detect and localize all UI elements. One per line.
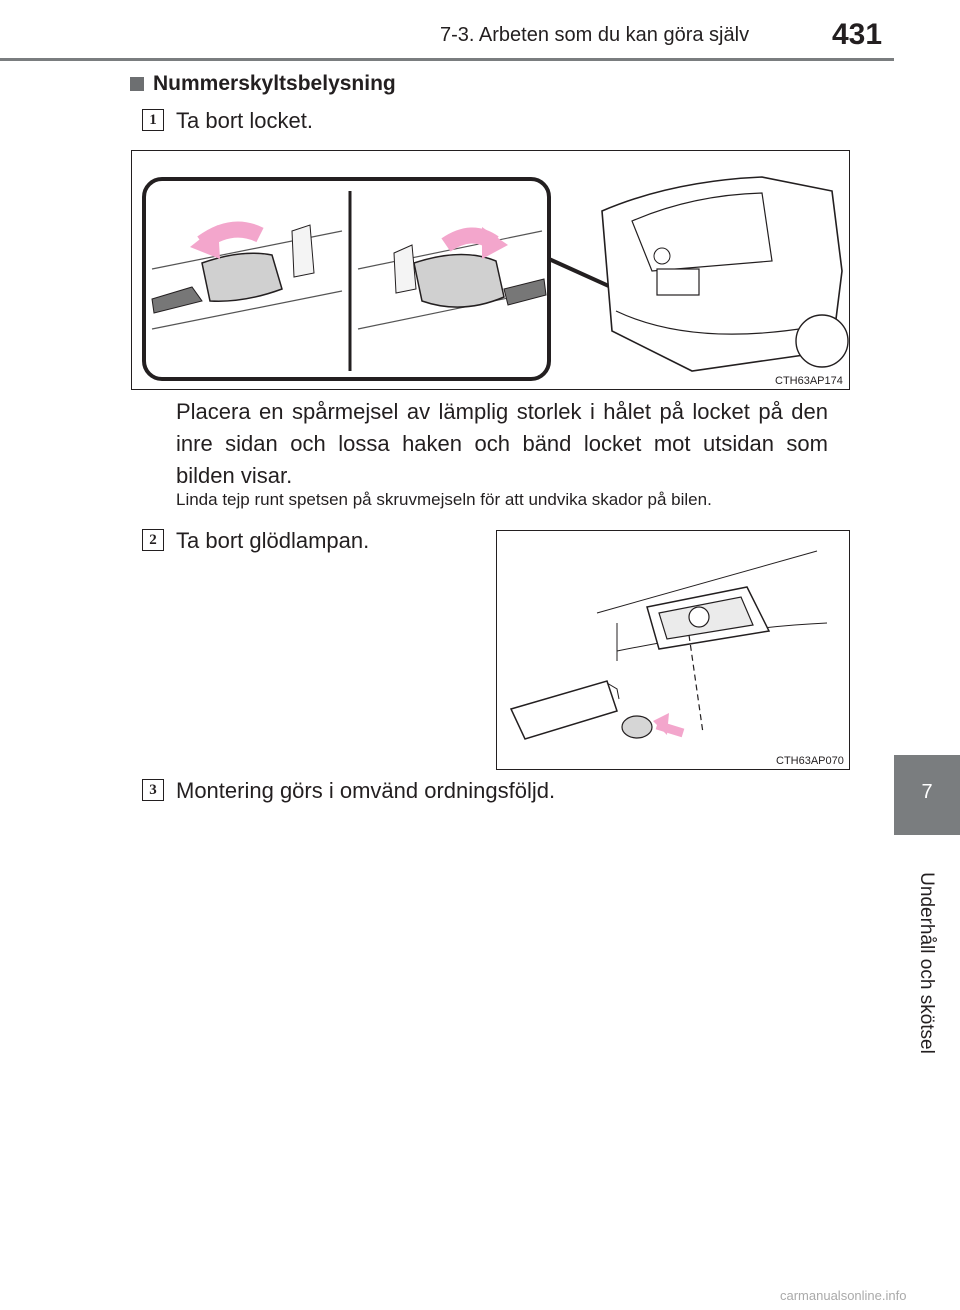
chapter-title-text: Underhåll och skötsel bbox=[916, 872, 937, 1054]
figure-1-code: CTH63AP174 bbox=[775, 375, 843, 387]
chapter-title bbox=[896, 843, 956, 1083]
note-text: Linda tejp runt spetsen på skruvmejseln för att undvika skador på bilen. bbox=[176, 490, 712, 509]
square-bullet-icon bbox=[130, 77, 144, 91]
step-2-text: Ta bort glödlampan. bbox=[176, 528, 370, 553]
section-heading bbox=[130, 72, 396, 96]
watermark: carmanualsonline.info bbox=[780, 1288, 907, 1303]
step-3-badge: 3 bbox=[142, 779, 164, 801]
page-number: 431 bbox=[832, 18, 883, 51]
step-1-text: Ta bort locket. bbox=[176, 108, 313, 133]
cover-removal-illustration bbox=[132, 151, 849, 389]
figure-bulb-removal bbox=[496, 530, 850, 770]
chapter-number: 7 bbox=[921, 781, 933, 803]
step-2-badge: 2 bbox=[142, 529, 164, 551]
chapter-tab bbox=[894, 755, 960, 835]
step-1-badge: 1 bbox=[142, 109, 164, 131]
header-rule bbox=[0, 58, 894, 61]
header-title: 7-3. Arbeten som du kan göra själv bbox=[440, 24, 750, 46]
instruction-paragraph: Placera en spårmejsel av lämplig storlek i hålet på locket på den inre sidan och lossa haken och bänd locket mot utsidan som bilden visar. bbox=[176, 399, 828, 488]
figure-2-code: CTH63AP070 bbox=[776, 755, 844, 767]
figure-cover-removal bbox=[131, 150, 850, 390]
section-heading-text: Nummerskyltsbelysning bbox=[153, 72, 396, 95]
step-3-text: Montering görs i omvänd ordningsföljd. bbox=[176, 778, 556, 803]
bulb-removal-illustration bbox=[497, 531, 849, 769]
